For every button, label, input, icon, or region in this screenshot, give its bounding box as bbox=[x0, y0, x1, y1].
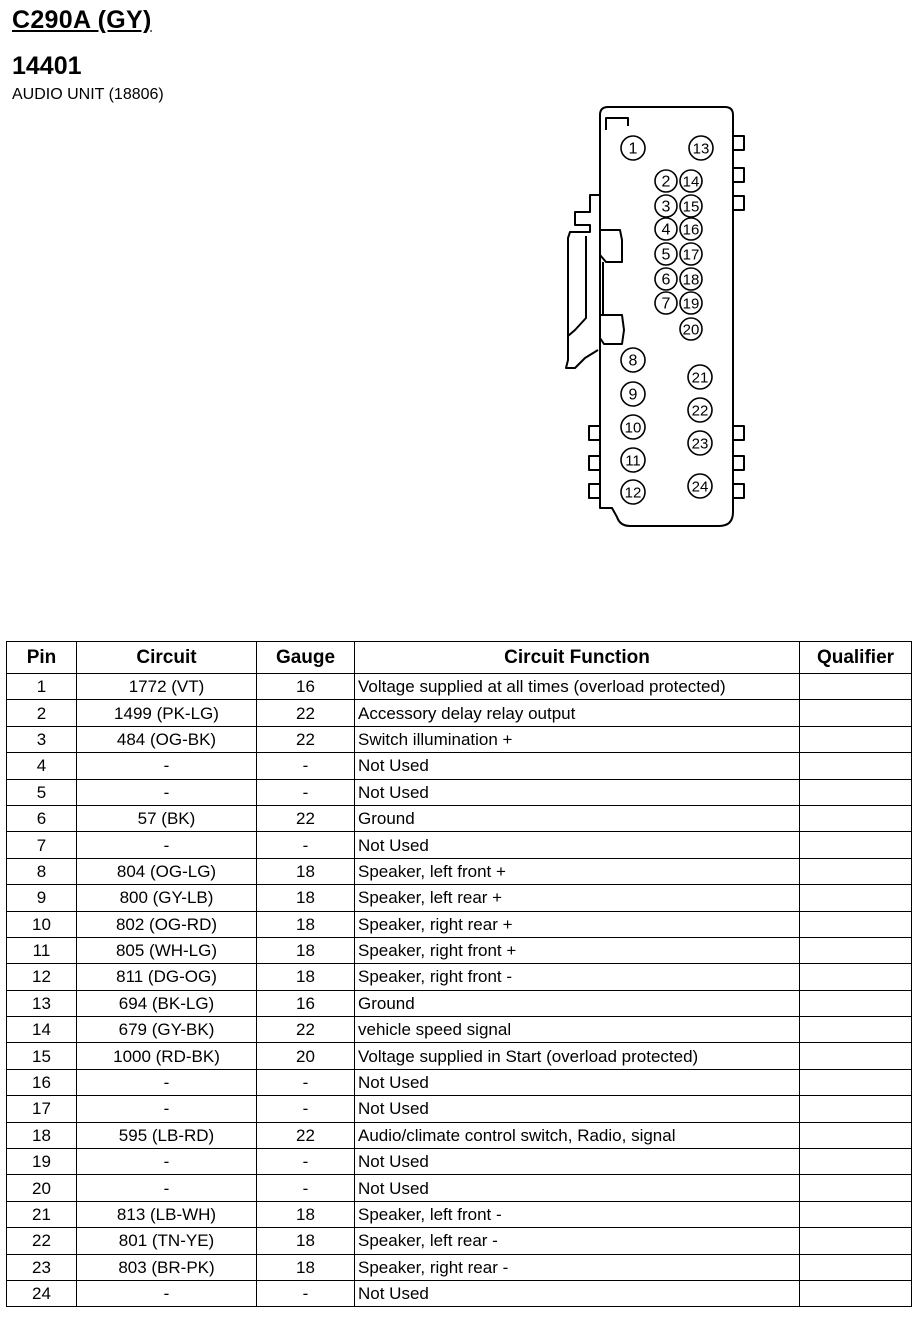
function-cell: Not Used bbox=[355, 779, 800, 805]
gauge-cell: 18 bbox=[257, 964, 355, 990]
pin-cell: 5 bbox=[7, 779, 77, 805]
table-row bbox=[7, 990, 912, 1016]
circuit-cell: - bbox=[77, 779, 257, 805]
gauge-cell: - bbox=[257, 779, 355, 805]
table-row bbox=[7, 885, 912, 911]
pin-cell: 13 bbox=[7, 990, 77, 1016]
function-cell: Not Used bbox=[355, 1175, 800, 1201]
function-cell: Ground bbox=[355, 990, 800, 1016]
qualifier-cell bbox=[800, 1149, 912, 1175]
pin-cell: 15 bbox=[7, 1043, 77, 1069]
pin-cell: 24 bbox=[7, 1280, 77, 1306]
connector-id: C290A (GY) bbox=[12, 6, 152, 34]
pin-cell: 22 bbox=[7, 1228, 77, 1254]
pin-cell: 9 bbox=[7, 885, 77, 911]
pin-cell: 23 bbox=[7, 1254, 77, 1280]
gauge-cell: - bbox=[257, 1096, 355, 1122]
pin-label: 24 bbox=[691, 478, 709, 496]
pin-cell: 14 bbox=[7, 1017, 77, 1043]
left-tabs bbox=[589, 426, 600, 498]
gauge-cell: 18 bbox=[257, 1201, 355, 1227]
function-cell: Ground bbox=[355, 805, 800, 831]
circuit-cell: 1499 (PK-LG) bbox=[77, 700, 257, 726]
circuit-cell: 1000 (RD-BK) bbox=[77, 1043, 257, 1069]
column-header-circuit-function: Circuit Function bbox=[355, 642, 800, 674]
pin-label: 10 bbox=[624, 419, 642, 437]
circuit-cell: - bbox=[77, 832, 257, 858]
pin-label: 1 bbox=[628, 140, 638, 158]
gauge-cell: - bbox=[257, 1175, 355, 1201]
pin-label: 22 bbox=[691, 402, 709, 420]
table-row bbox=[7, 1149, 912, 1175]
circuit-cell: - bbox=[77, 1096, 257, 1122]
qualifier-cell bbox=[800, 990, 912, 1016]
gauge-cell: 18 bbox=[257, 937, 355, 963]
gauge-cell: 18 bbox=[257, 858, 355, 884]
qualifier-cell bbox=[800, 1254, 912, 1280]
gauge-cell: - bbox=[257, 1069, 355, 1095]
table-row bbox=[7, 1069, 912, 1095]
gauge-cell: 18 bbox=[257, 1254, 355, 1280]
pin-cell: 1 bbox=[7, 674, 77, 700]
pin-label: 19 bbox=[682, 295, 700, 313]
table-row bbox=[7, 1096, 912, 1122]
part-number: 14401 bbox=[12, 52, 82, 80]
circuit-cell: 802 (OG-RD) bbox=[77, 911, 257, 937]
qualifier-cell bbox=[800, 1175, 912, 1201]
gauge-cell: 22 bbox=[257, 805, 355, 831]
pin-table bbox=[6, 641, 912, 1307]
pin-cell: 2 bbox=[7, 700, 77, 726]
gauge-cell: 16 bbox=[257, 990, 355, 1016]
qualifier-cell bbox=[800, 885, 912, 911]
qualifier-cell bbox=[800, 1228, 912, 1254]
table-row bbox=[7, 726, 912, 752]
pin-table-body bbox=[7, 674, 912, 1307]
function-cell: Speaker, left rear + bbox=[355, 885, 800, 911]
pin-cell: 8 bbox=[7, 858, 77, 884]
circuit-cell: 694 (BK-LG) bbox=[77, 990, 257, 1016]
table-header-row bbox=[7, 642, 912, 674]
function-cell: Not Used bbox=[355, 1069, 800, 1095]
pin-cell: 16 bbox=[7, 1069, 77, 1095]
function-cell: Not Used bbox=[355, 832, 800, 858]
function-cell: Switch illumination + bbox=[355, 726, 800, 752]
circuit-cell: - bbox=[77, 753, 257, 779]
pin-label: 2 bbox=[661, 173, 671, 191]
pin-label: 6 bbox=[661, 271, 671, 289]
pin-label: 13 bbox=[692, 140, 710, 158]
circuit-cell: 805 (WH-LG) bbox=[77, 937, 257, 963]
pin-cell: 6 bbox=[7, 805, 77, 831]
pin-cell: 20 bbox=[7, 1175, 77, 1201]
pin-cell: 12 bbox=[7, 964, 77, 990]
table-row bbox=[7, 1228, 912, 1254]
table-row bbox=[7, 1201, 912, 1227]
function-cell: Accessory delay relay output bbox=[355, 700, 800, 726]
function-cell: Speaker, right rear + bbox=[355, 911, 800, 937]
qualifier-cell bbox=[800, 858, 912, 884]
connector-housing-inner bbox=[606, 118, 628, 130]
table-row bbox=[7, 1175, 912, 1201]
function-cell: Not Used bbox=[355, 1149, 800, 1175]
column-header-pin: Pin bbox=[7, 642, 77, 674]
table-row bbox=[7, 779, 912, 805]
function-cell: vehicle speed signal bbox=[355, 1017, 800, 1043]
gauge-cell: 18 bbox=[257, 911, 355, 937]
pin-label: 11 bbox=[625, 452, 641, 470]
qualifier-cell bbox=[800, 805, 912, 831]
table-row bbox=[7, 674, 912, 700]
pin-label: 12 bbox=[624, 484, 642, 502]
gauge-cell: 18 bbox=[257, 1228, 355, 1254]
qualifier-cell bbox=[800, 753, 912, 779]
gauge-cell: 22 bbox=[257, 1017, 355, 1043]
pin-label: 4 bbox=[661, 221, 671, 239]
table-row bbox=[7, 858, 912, 884]
qualifier-cell bbox=[800, 1122, 912, 1148]
gauge-cell: - bbox=[257, 832, 355, 858]
pin-circles bbox=[621, 136, 713, 504]
gauge-cell: 16 bbox=[257, 674, 355, 700]
pin-label: 20 bbox=[682, 321, 700, 339]
circuit-cell: 595 (LB-RD) bbox=[77, 1122, 257, 1148]
pin-label: 15 bbox=[682, 198, 700, 216]
pin-cell: 7 bbox=[7, 832, 77, 858]
table-row bbox=[7, 1017, 912, 1043]
pin-label: 5 bbox=[661, 246, 671, 264]
table-row bbox=[7, 1280, 912, 1306]
circuit-cell: 813 (LB-WH) bbox=[77, 1201, 257, 1227]
circuit-cell: - bbox=[77, 1149, 257, 1175]
qualifier-cell bbox=[800, 1017, 912, 1043]
qualifier-cell bbox=[800, 1043, 912, 1069]
circuit-cell: 804 (OG-LG) bbox=[77, 858, 257, 884]
table-row bbox=[7, 700, 912, 726]
function-cell: Not Used bbox=[355, 753, 800, 779]
pin-label: 23 bbox=[691, 435, 709, 453]
gauge-cell: 22 bbox=[257, 1122, 355, 1148]
circuit-cell: 1772 (VT) bbox=[77, 674, 257, 700]
function-cell: Speaker, right rear - bbox=[355, 1254, 800, 1280]
pin-label: 9 bbox=[628, 386, 638, 404]
circuit-cell: - bbox=[77, 1069, 257, 1095]
gauge-cell: - bbox=[257, 1149, 355, 1175]
qualifier-cell bbox=[800, 1096, 912, 1122]
function-cell: Voltage supplied in Start (overload protected) bbox=[355, 1043, 800, 1069]
circuit-cell: 801 (TN-YE) bbox=[77, 1228, 257, 1254]
circuit-cell: 484 (OG-BK) bbox=[77, 726, 257, 752]
table-row bbox=[7, 911, 912, 937]
qualifier-cell bbox=[800, 911, 912, 937]
qualifier-cell bbox=[800, 832, 912, 858]
table-row bbox=[7, 832, 912, 858]
pin-label: 8 bbox=[628, 352, 638, 370]
pin-label: 14 bbox=[682, 173, 700, 191]
function-cell: Not Used bbox=[355, 1096, 800, 1122]
connector-face-diagram bbox=[540, 100, 780, 540]
function-cell: Audio/climate control switch, Radio, signal bbox=[355, 1122, 800, 1148]
qualifier-cell bbox=[800, 779, 912, 805]
table-row bbox=[7, 753, 912, 779]
gauge-cell: 18 bbox=[257, 885, 355, 911]
table-row bbox=[7, 1043, 912, 1069]
circuit-cell: 679 (GY-BK) bbox=[77, 1017, 257, 1043]
table-row bbox=[7, 1254, 912, 1280]
qualifier-cell bbox=[800, 937, 912, 963]
circuit-cell: 811 (DG-OG) bbox=[77, 964, 257, 990]
column-header-gauge: Gauge bbox=[257, 642, 355, 674]
right-tabs bbox=[733, 136, 744, 498]
function-cell: Not Used bbox=[355, 1280, 800, 1306]
pin-cell: 17 bbox=[7, 1096, 77, 1122]
pin-label: 3 bbox=[661, 198, 671, 216]
pin-label: 16 bbox=[682, 221, 700, 239]
connector-latch bbox=[566, 195, 624, 368]
table-row bbox=[7, 937, 912, 963]
function-cell: Speaker, left front + bbox=[355, 858, 800, 884]
circuit-cell: 803 (BR-PK) bbox=[77, 1254, 257, 1280]
function-cell: Speaker, left front - bbox=[355, 1201, 800, 1227]
circuit-cell: - bbox=[77, 1280, 257, 1306]
circuit-cell: 800 (GY-LB) bbox=[77, 885, 257, 911]
table-row bbox=[7, 964, 912, 990]
qualifier-cell bbox=[800, 674, 912, 700]
table-row bbox=[7, 805, 912, 831]
gauge-cell: 22 bbox=[257, 726, 355, 752]
column-header-circuit: Circuit bbox=[77, 642, 257, 674]
pin-label: 18 bbox=[682, 271, 700, 289]
gauge-cell: - bbox=[257, 753, 355, 779]
column-header-qualifier: Qualifier bbox=[800, 642, 912, 674]
pin-cell: 11 bbox=[7, 937, 77, 963]
circuit-cell: - bbox=[77, 1175, 257, 1201]
qualifier-cell bbox=[800, 700, 912, 726]
function-cell: Speaker, right front + bbox=[355, 937, 800, 963]
pin-label: 17 bbox=[682, 246, 700, 264]
pin-cell: 19 bbox=[7, 1149, 77, 1175]
pin-label: 7 bbox=[661, 295, 671, 313]
qualifier-cell bbox=[800, 1069, 912, 1095]
gauge-cell: 20 bbox=[257, 1043, 355, 1069]
qualifier-cell bbox=[800, 1280, 912, 1306]
pin-cell: 3 bbox=[7, 726, 77, 752]
table-row bbox=[7, 1122, 912, 1148]
function-cell: Speaker, right front - bbox=[355, 964, 800, 990]
pin-cell: 10 bbox=[7, 911, 77, 937]
pin-cell: 18 bbox=[7, 1122, 77, 1148]
function-cell: Speaker, left rear - bbox=[355, 1228, 800, 1254]
qualifier-cell bbox=[800, 726, 912, 752]
circuit-cell: 57 (BK) bbox=[77, 805, 257, 831]
function-cell: Voltage supplied at all times (overload protected) bbox=[355, 674, 800, 700]
part-description: AUDIO UNIT (18806) bbox=[12, 86, 164, 103]
pin-cell: 21 bbox=[7, 1201, 77, 1227]
qualifier-cell bbox=[800, 964, 912, 990]
pin-label: 21 bbox=[691, 369, 709, 387]
qualifier-cell bbox=[800, 1201, 912, 1227]
gauge-cell: 22 bbox=[257, 700, 355, 726]
pin-cell: 4 bbox=[7, 753, 77, 779]
gauge-cell: - bbox=[257, 1280, 355, 1306]
